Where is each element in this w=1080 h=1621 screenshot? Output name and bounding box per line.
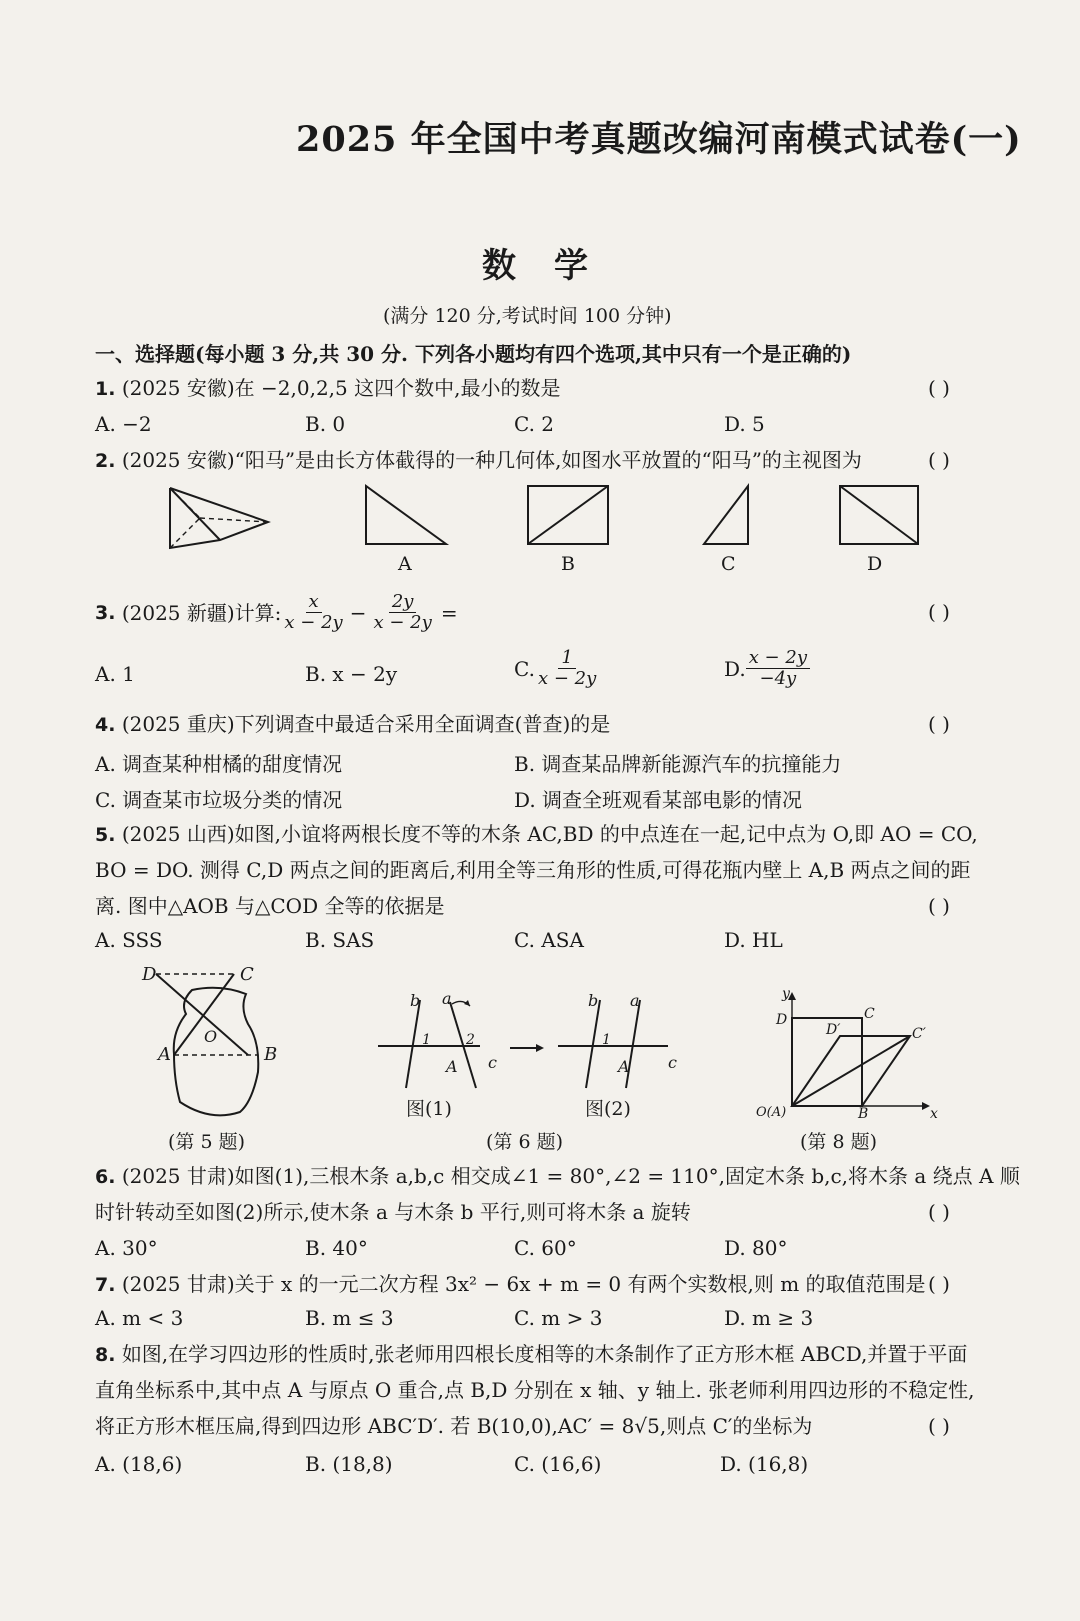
fig6-label-a: a <box>442 989 452 1008</box>
option-a: A. SSS <box>95 928 163 952</box>
option-a: A. (18,6) <box>95 1452 183 1476</box>
option-c: C. 2 <box>514 412 555 436</box>
q2-figures <box>160 478 940 578</box>
question-text-line-3: 离. 图中△AOB 与△COD 全等的依据是 <box>95 894 445 918</box>
fraction-denominator: −4y <box>759 668 797 689</box>
question-number: 8. <box>95 1344 116 1366</box>
option-c: C. 60° <box>514 1236 577 1260</box>
question-7 <box>95 1272 926 1297</box>
fraction-denominator: x − 2y <box>284 612 343 633</box>
fig8-label-y: y <box>782 988 790 1002</box>
question-text-line-2: 直角坐标系中,其中点 A 与原点 O 重合,点 B,D 分别在 x 轴、y 轴上. 张老师利用四边形的不稳定性, <box>95 1378 975 1402</box>
option-c-figure <box>704 486 748 544</box>
fig8-label-b: B <box>858 1106 869 1118</box>
option-prefix: C. <box>514 656 535 681</box>
fig8-label-d: D <box>776 1012 788 1028</box>
fig6-label-A: A <box>446 1057 458 1076</box>
exam-title: 2025 年全国中考真题改编河南模式试卷(一) <box>296 119 1022 160</box>
question-number: 4. <box>95 714 116 736</box>
fig8-label-x: x <box>930 1106 938 1118</box>
option-b: B. 40° <box>305 1236 368 1260</box>
option-a-figure <box>366 486 446 544</box>
answer-paren: ( ) <box>928 894 950 918</box>
fig-label-b: B <box>561 553 575 575</box>
fig8-label-c: C <box>864 1006 875 1022</box>
fig-label-a: A <box>398 553 412 575</box>
option-fraction <box>746 648 810 689</box>
option-fraction <box>535 648 599 689</box>
question-text-line-1: 如图,在学习四边形的性质时,张老师用四根长度相等的木条制作了正方形木框 ABCD,并置于平面 <box>121 1342 968 1366</box>
fig6-angle-2: 2 <box>466 1032 475 1048</box>
yangma-solid-figure <box>170 488 268 548</box>
fig5-label-d: D <box>142 964 157 985</box>
answer-paren: ( ) <box>928 1272 950 1296</box>
fraction-numerator: x − 2y <box>746 648 810 669</box>
option-d: D. m ≥ 3 <box>724 1306 814 1330</box>
fig6-label-c: c <box>668 1053 677 1072</box>
question-8 <box>95 1342 967 1367</box>
question-text-line-2: BO = DO. 测得 C,D 两点之间的距离后,利用全等三角形的性质,可得花瓶内壁上 A,B 两点之间的距 <box>95 858 971 882</box>
fig8-label-dprime: D′ <box>826 1022 841 1038</box>
answer-paren: ( ) <box>928 1200 950 1224</box>
option-b: B. m ≤ 3 <box>305 1306 394 1330</box>
question-3 <box>95 592 458 633</box>
option-d-figure <box>840 486 918 544</box>
question-text: (2025 安徽)“阳马”是由长方体截得的一种几何体,如图水平放置的“阳马”的主视图为 <box>121 448 862 472</box>
fig6-angle-1: 1 <box>602 1032 611 1048</box>
question-4 <box>95 712 610 737</box>
fig-label-c: C <box>721 553 736 575</box>
question-text-line-2: 时针转动至如图(2)所示,使木条 a 与木条 b 平行,则可将木条 a 旋转 <box>95 1200 691 1224</box>
question-text: (2025 安徽)在 −2,0,2,5 这四个数中,最小的数是 <box>121 376 561 400</box>
question-number: 2. <box>95 450 116 472</box>
answer-paren: ( ) <box>928 1414 950 1438</box>
question-number: 1. <box>95 378 116 400</box>
subject-title: 数学 <box>482 246 626 286</box>
fig6-label-A: A <box>618 1057 630 1076</box>
fraction-denominator: x − 2y <box>537 668 597 689</box>
option-a: A. m < 3 <box>95 1306 184 1330</box>
option-a: A. 30° <box>95 1236 158 1260</box>
fig6-label-b: b <box>588 991 599 1010</box>
fig5-caption: (第 5 题) <box>168 1131 245 1153</box>
fig6-lines <box>372 988 692 1098</box>
question-text-line-1: (2025 甘肃)如图(1),三根木条 a,b,c 相交成∠1 = 80°,∠2 = 110°,固定木条 b,c,将木条 a 绕点 A 顺 <box>121 1164 1020 1188</box>
section-heading: 一、选择题(每小题 3 分,共 30 分. 下列各小题均有四个选项,其中只有一个是正确的) <box>95 342 852 366</box>
fig5-label-b: B <box>264 1044 278 1065</box>
exam-note: (满分 120 分,考试时间 100 分钟) <box>383 305 672 327</box>
option-c <box>514 648 599 689</box>
answer-paren: ( ) <box>928 600 950 624</box>
fig-label-d: D <box>867 553 883 575</box>
option-a: A. −2 <box>95 412 152 436</box>
fig8-label-origin: O(A) <box>756 1105 787 1118</box>
question-text: (2025 新疆)计算: <box>121 600 282 625</box>
option-b: B. 调查某品牌新能源汽车的抗撞能力 <box>514 752 842 776</box>
option-c: C. m > 3 <box>514 1306 603 1330</box>
fig5-label-c: C <box>240 964 254 985</box>
fig6-sub1-caption: 图(1) <box>406 1098 452 1120</box>
fraction-denominator: x − 2y <box>373 612 432 633</box>
fig8-caption: (第 8 题) <box>800 1131 877 1153</box>
fig5-vase <box>130 962 290 1127</box>
fig6-label-c: c <box>488 1053 497 1072</box>
question-text: (2025 甘肃)关于 x 的一元二次方程 3x² − 6x + m = 0 有两个实数根,则 m 的取值范围是 <box>121 1272 926 1296</box>
option-b: B. x − 2y <box>305 662 398 686</box>
fig5-label-o: O <box>204 1027 218 1046</box>
fig6-caption: (第 6 题) <box>486 1131 563 1153</box>
option-prefix: D. <box>724 656 746 681</box>
question-number: 6. <box>95 1166 116 1188</box>
option-d: D. 80° <box>724 1236 788 1260</box>
question-text: (2025 重庆)下列调查中最适合采用全面调查(普查)的是 <box>121 712 611 736</box>
option-d: D. 5 <box>724 412 765 436</box>
question-1 <box>95 376 560 401</box>
fraction-numerator: x <box>306 592 322 613</box>
fraction-numerator: 1 <box>558 648 575 669</box>
option-a: A. 1 <box>95 662 135 686</box>
fig5-label-a: A <box>158 1044 171 1065</box>
fig8-coordinate-figure <box>752 988 942 1118</box>
option-d: D. (16,8) <box>720 1452 809 1476</box>
option-b: B. SAS <box>305 928 375 952</box>
option-b: B. 0 <box>305 412 346 436</box>
option-c: C. ASA <box>514 928 584 952</box>
question-2 <box>95 448 862 473</box>
question-number: 3. <box>95 601 116 624</box>
option-d: D. HL <box>724 928 783 952</box>
answer-paren: ( ) <box>928 448 950 472</box>
fraction-2 <box>371 592 435 633</box>
question-text-line-3: 将正方形木框压扁,得到四边形 ABC′D′. 若 B(10,0),AC′ = 8√5,则点 C′的坐标为 <box>95 1414 813 1438</box>
minus-sign: − <box>349 600 367 625</box>
fraction-numerator: 2y <box>389 592 417 613</box>
question-5 <box>95 822 978 847</box>
question-text-line-1: (2025 山西)如图,小谊将两根长度不等的木条 AC,BD 的中点连在一起,记中点为 O,即 AO = CO, <box>121 822 978 846</box>
answer-paren: ( ) <box>928 376 950 400</box>
option-b: B. (18,8) <box>305 1452 393 1476</box>
option-d <box>724 648 810 689</box>
equals-sign: = <box>440 600 458 625</box>
option-d: D. 调查全班观看某部电影的情况 <box>514 788 803 812</box>
fig6-label-b: b <box>410 991 421 1010</box>
answer-paren: ( ) <box>928 712 950 736</box>
question-6 <box>95 1164 1020 1189</box>
fig6-sub2-caption: 图(2) <box>585 1098 631 1120</box>
option-c: C. 调查某市垃圾分类的情况 <box>95 788 343 812</box>
option-a: A. 调查某种柑橘的甜度情况 <box>95 752 343 776</box>
fig8-label-cprime: C′ <box>912 1026 926 1042</box>
question-number: 5. <box>95 824 116 846</box>
fraction-1 <box>281 592 345 633</box>
question-number: 7. <box>95 1274 116 1296</box>
option-b-figure <box>528 486 608 544</box>
option-c: C. (16,6) <box>514 1452 602 1476</box>
fig6-angle-1: 1 <box>422 1032 431 1048</box>
fig6-label-a: a <box>630 991 640 1010</box>
